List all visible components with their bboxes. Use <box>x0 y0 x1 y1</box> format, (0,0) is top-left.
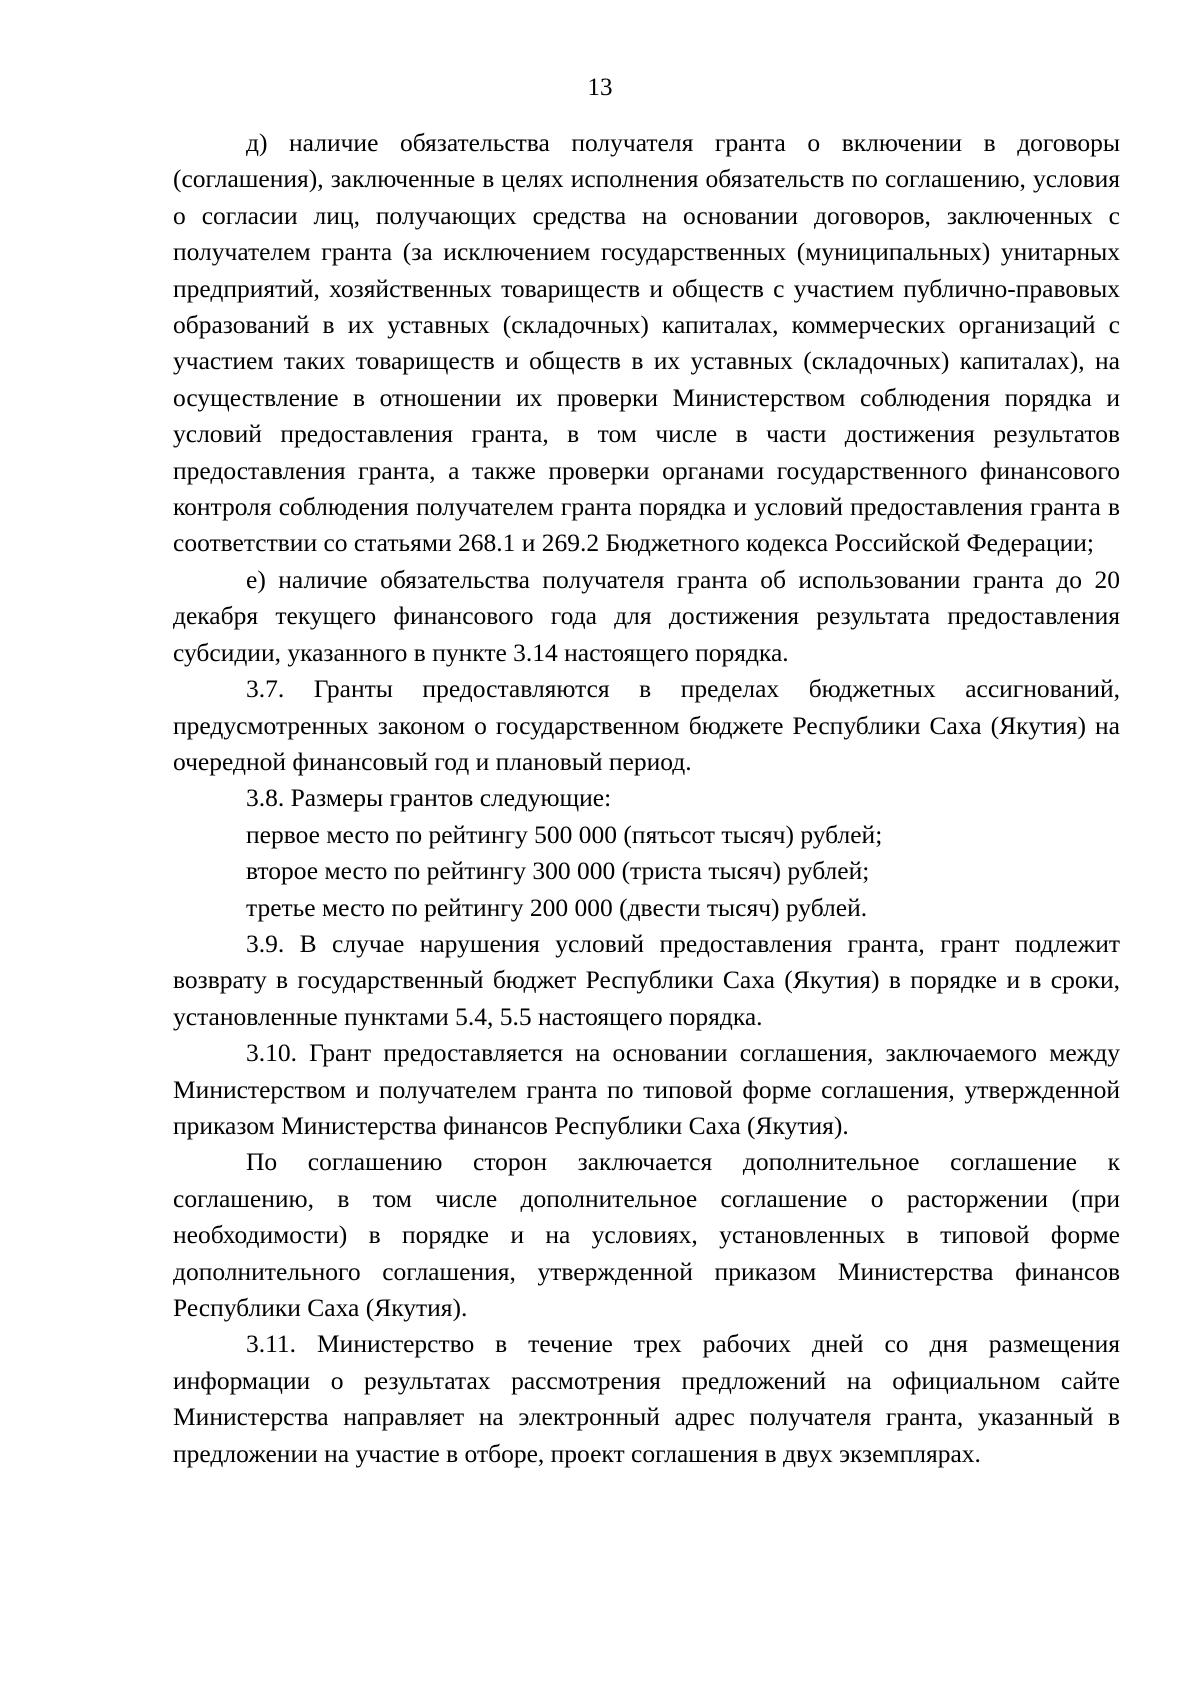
paragraph-3-11-draft-agreement: 3.11. Министерство в течение трех рабочих дней со дня размещения информации о результатах рассмотрения предложений на официальном сайте Министерства направляет на электронный адрес получателя гранта, указанный в предложении на участие в отборе, проект соглашения в двух экземплярах. <box>173 1329 1120 1468</box>
page-number: 13 <box>587 74 613 101</box>
paragraph-additional-agreement: По соглашению сторон заключается дополнительное соглашение к соглашению, в том числе дополнительное соглашение о расторжении (при необходимости) в порядке и на условиях, установленных в типовой форме дополнительного соглашения, утвержденной приказом Министерства финансов Республики Саха (Якутия). <box>173 1147 1120 1322</box>
paragraph-e-grant-usage-deadline: е) наличие обязательства получателя гранта об использовании гранта до 20 декабря текущего финансового года для достижения результата предоставления субсидии, указанного в пункте 3.14 настоящего порядка. <box>173 564 1120 667</box>
grant-size-first-place: первое место по рейтингу 500 000 (пятьсот тысяч) рублей; <box>246 819 883 849</box>
paragraph-3-9-grant-return: 3.9. В случае нарушения условий предоставления гранта, грант подлежит возврату в государственный бюджет Республики Саха (Якутия) в порядке и в сроки, установленные пунктами 5.4, 5.5 настоящего порядка. <box>173 928 1120 1031</box>
grant-size-third-place: третье место по рейтингу 200 000 (двести тысяч) рублей. <box>246 892 868 922</box>
paragraph-3-10-agreement-basis: 3.10. Грант предоставляется на основании соглашения, заключаемого между Министерством и получателем гранта по типовой форме соглашения, утвержденной приказом Министерства финансов Республики Саха (Якутия). <box>173 1038 1120 1140</box>
paragraph-3-8-grant-sizes: 3.8. Размеры грантов следующие: <box>246 783 612 813</box>
paragraph-d-grant-obligation-audit: д) наличие обязательства получателя гранта о включении в договоры (соглашения), заключенные в целях исполнения обязательств по соглашению, условия о согласии лиц, получающих средства на основании договоров, заключенных с получателем гранта (за исключением государственных (муниципальных) унитарных предприятий, хозяйственных товариществ и обществ с участием публично-правовых образований в их уставных (складочных) капиталах, коммерческих организаций с участием таких товариществ и обществ в их уставных (складочных) капиталах), на осуществление в отношении их проверки Министерством соблюдения порядка и условий предоставления гранта, в том числе в части достижения результатов предоставления гранта, а также проверки органами государственного финансового контроля соблюдения получателем гранта порядка и условий предоставления гранта в соответствии со статьями 268.1 и 269.2 Бюджетного кодекса Российской Федерации; <box>173 128 1120 558</box>
paragraph-3-7-budget-limits: 3.7. Гранты предоставляются в пределах бюджетных ассигнований, предусмотренных законом о государственном бюджете Республики Саха (Якутия) на очередной финансовый год и плановый период. <box>173 674 1120 776</box>
grant-size-second-place: второе место по рейтингу 300 000 (триста тысяч) рублей; <box>246 856 870 886</box>
document-body <box>173 125 1120 1472</box>
